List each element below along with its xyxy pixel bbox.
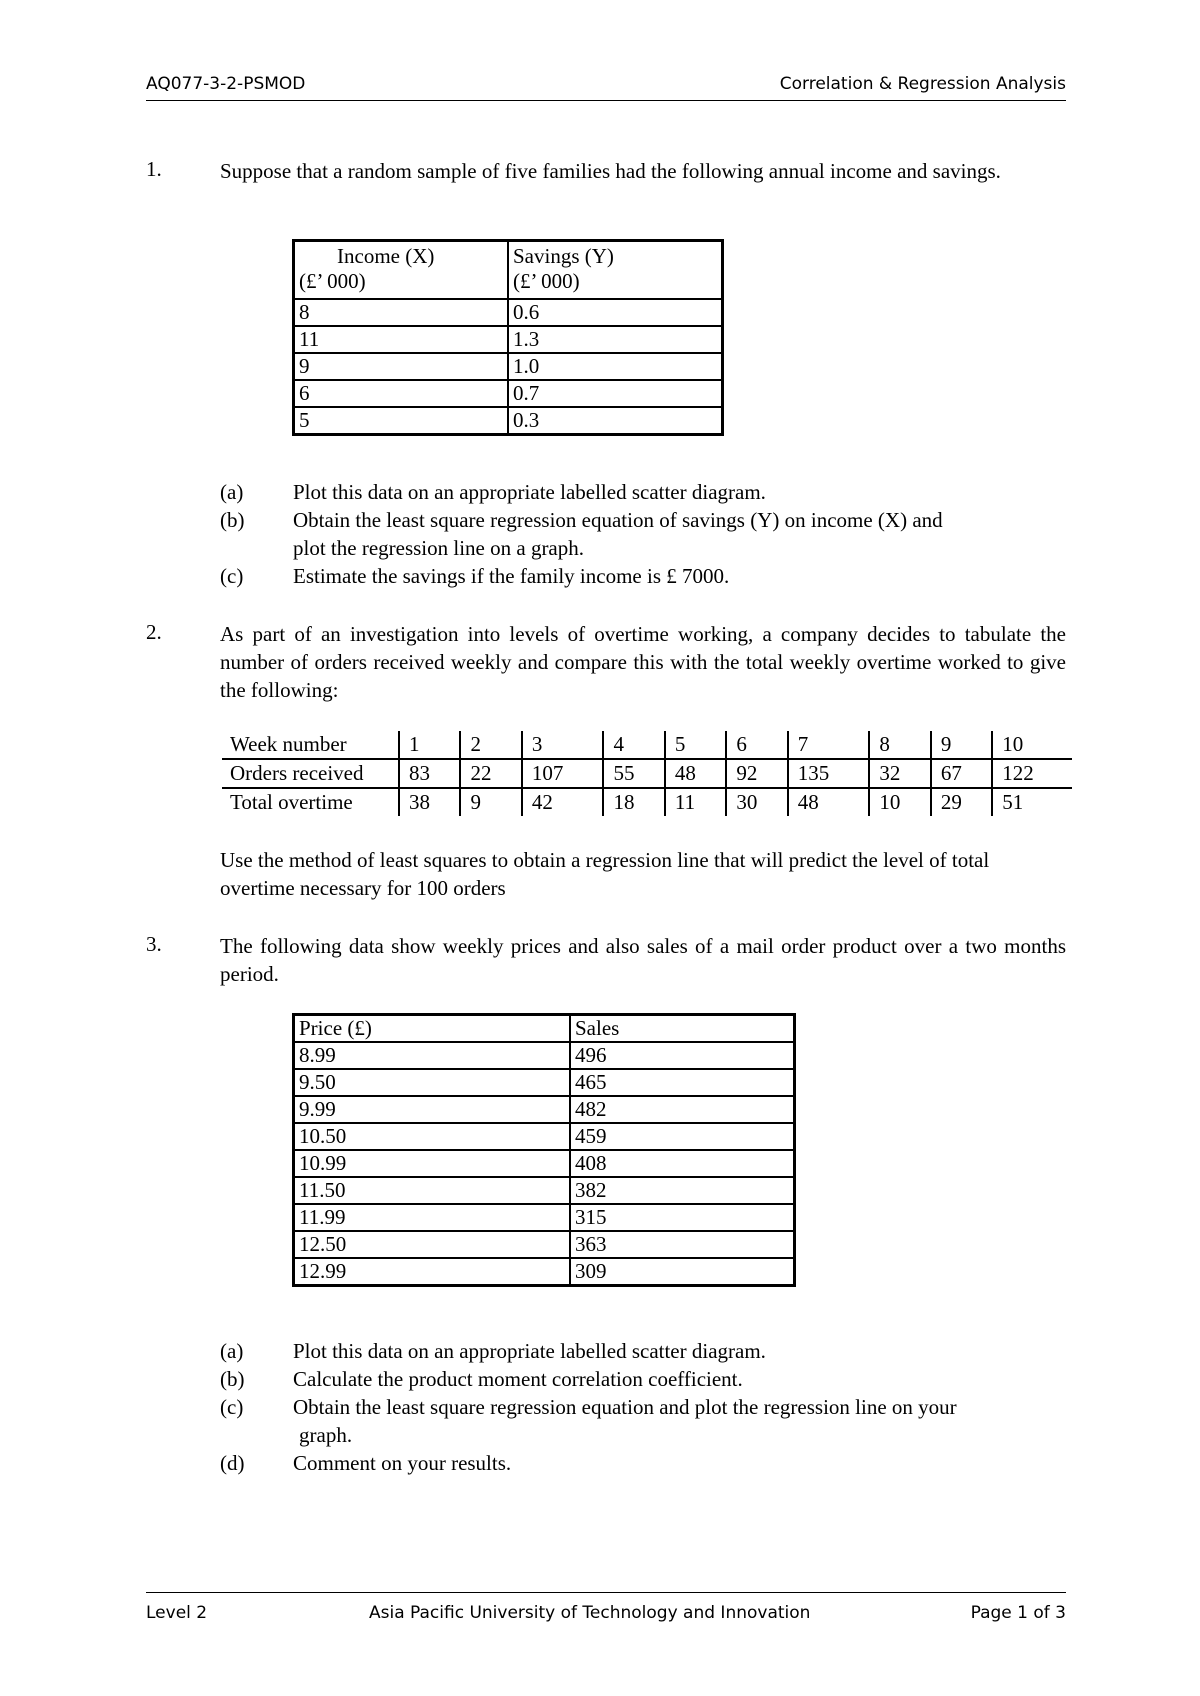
table-cell: 408: [570, 1150, 795, 1177]
header-cell-sales: Sales: [570, 1015, 795, 1043]
table-cell: 5: [665, 731, 726, 759]
orders-overtime-table: [222, 731, 1072, 816]
table-cell: 0.6: [508, 299, 723, 326]
q2-text: As part of an investigation into levels of overtime working, a company decides to tabulate the number of orders received weekly and compare this with the total weekly overtime worked to give the following:: [220, 622, 1066, 702]
price-sales-table: [292, 1013, 796, 1287]
table-cell: 3: [522, 731, 604, 759]
table-cell: 9: [294, 353, 509, 380]
table-cell: 48: [665, 759, 726, 788]
table-cell: 22: [460, 759, 521, 788]
table-cell: 10.99: [294, 1150, 571, 1177]
table-header-row: [294, 241, 723, 300]
table-row: [294, 1204, 795, 1231]
header-cell-savings: Savings (Y) (£’ 000): [508, 241, 723, 300]
table-cell: 0.7: [508, 380, 723, 407]
q1-text: Suppose that a random sample of five families had the following annual income and savings.: [220, 159, 1001, 183]
table-row-orders-received: [222, 759, 1072, 788]
table-row: [294, 299, 723, 326]
q3-text: The following data show weekly prices and also sales of a mail order product over a two months period.: [220, 934, 1066, 986]
table-cell: 5: [294, 407, 509, 435]
table-cell: 92: [726, 759, 787, 788]
table-row-total-overtime: [222, 788, 1072, 816]
table-cell: 7: [788, 731, 870, 759]
q3-part-c: (c) Obtain the least square regression equation and plot the regression line on your graph.: [220, 1395, 957, 1447]
header-module-code: AQ077-3-2-PSMOD: [146, 74, 306, 94]
table-row: [294, 1042, 795, 1069]
table-row: [294, 1150, 795, 1177]
table-cell: 1.3: [508, 326, 723, 353]
table-cell: 8.99: [294, 1042, 571, 1069]
table-cell: 6: [726, 731, 787, 759]
table-row: [294, 1177, 795, 1204]
table-cell: 51: [992, 788, 1072, 816]
table-cell: 107: [522, 759, 604, 788]
table-cell: 1: [399, 731, 460, 759]
q2-instruction: Use the method of least squares to obtain a regression line that will predict the level of total overtime necessary for 100 orders: [220, 848, 990, 900]
table-cell: 4: [603, 731, 664, 759]
table-cell: 10: [869, 788, 930, 816]
table-header-row: [294, 1015, 795, 1043]
footer-level: Level 2: [146, 1603, 208, 1623]
table-cell: 8: [869, 731, 930, 759]
table-cell: 482: [570, 1096, 795, 1123]
header-topic-title: Correlation & Regression Analysis: [779, 74, 1066, 94]
table-cell: 12.50: [294, 1231, 571, 1258]
table-cell: 83: [399, 759, 460, 788]
table-cell: 459: [570, 1123, 795, 1150]
page-header: [146, 74, 1066, 101]
table-row: [294, 326, 723, 353]
table-cell: 10: [992, 731, 1072, 759]
table-cell: 67: [931, 759, 992, 788]
q1-parts: [220, 478, 1066, 590]
footer-page-number: Page 1 of 3: [970, 1603, 1066, 1623]
table-cell: 9: [931, 731, 992, 759]
table-cell: 32: [869, 759, 930, 788]
table-cell: 9: [460, 788, 521, 816]
table-cell: 363: [570, 1231, 795, 1258]
table-cell: 1.0: [508, 353, 723, 380]
q3-part-d: (d) Comment on your results.: [220, 1451, 512, 1475]
table-row: [294, 380, 723, 407]
table-cell: 309: [570, 1258, 795, 1286]
table-cell: 11.50: [294, 1177, 571, 1204]
table-cell: 2: [460, 731, 521, 759]
q3-part-b: (b) Calculate the product moment correlation coefficient.: [220, 1367, 743, 1391]
q1-number: 1.: [146, 157, 162, 181]
page-footer: [146, 1592, 1066, 1623]
q1-part-a: (a) Plot this data on an appropriate labelled scatter diagram.: [220, 480, 766, 504]
table-row: [294, 1123, 795, 1150]
table-cell: 465: [570, 1069, 795, 1096]
q2-number: 2.: [146, 620, 162, 644]
table-row: [294, 353, 723, 380]
income-savings-table: [292, 239, 724, 436]
q3-number: 3.: [146, 932, 162, 956]
table-cell: 11: [665, 788, 726, 816]
table-cell: 29: [931, 788, 992, 816]
table-cell: 0.3: [508, 407, 723, 435]
header-cell-price: Price (£): [294, 1015, 571, 1043]
q3-parts: [220, 1337, 1066, 1477]
table-cell: 8: [294, 299, 509, 326]
table-cell: 135: [788, 759, 870, 788]
table-cell: 42: [522, 788, 604, 816]
table-row-week-number: [222, 731, 1072, 759]
table-row: [294, 1258, 795, 1286]
table-row: [294, 1069, 795, 1096]
table-cell: 11: [294, 326, 509, 353]
table-row: [294, 1096, 795, 1123]
table-cell: 315: [570, 1204, 795, 1231]
table-row: [294, 407, 723, 435]
row-label: Orders received: [222, 759, 399, 788]
footer-institution: Asia Pacific University of Technology and Innovation: [369, 1603, 811, 1623]
table-cell: 9.50: [294, 1069, 571, 1096]
header-cell-income: Income (X) (£’ 000): [294, 241, 509, 300]
table-cell: 30: [726, 788, 787, 816]
table-cell: 38: [399, 788, 460, 816]
table-cell: 48: [788, 788, 870, 816]
table-cell: 10.50: [294, 1123, 571, 1150]
table-cell: 496: [570, 1042, 795, 1069]
table-cell: 122: [992, 759, 1072, 788]
table-cell: 382: [570, 1177, 795, 1204]
q1-part-c: (c) Estimate the savings if the family income is £ 7000.: [220, 564, 730, 588]
table-cell: 9.99: [294, 1096, 571, 1123]
row-label: Total overtime: [230, 790, 353, 814]
q3-part-a: (a) Plot this data on an appropriate labelled scatter diagram.: [220, 1339, 766, 1363]
table-cell: 18: [603, 788, 664, 816]
table-cell: 12.99: [294, 1258, 571, 1286]
q1-part-b: (b) Obtain the least square regression equation of savings (Y) on income (X) and plot the regression line on a graph.: [220, 508, 943, 560]
table-row: [294, 1231, 795, 1258]
table-cell: 6: [294, 380, 509, 407]
table-cell: 11.99: [294, 1204, 571, 1231]
row-label: Week number: [222, 731, 399, 759]
table-cell: 55: [603, 759, 664, 788]
